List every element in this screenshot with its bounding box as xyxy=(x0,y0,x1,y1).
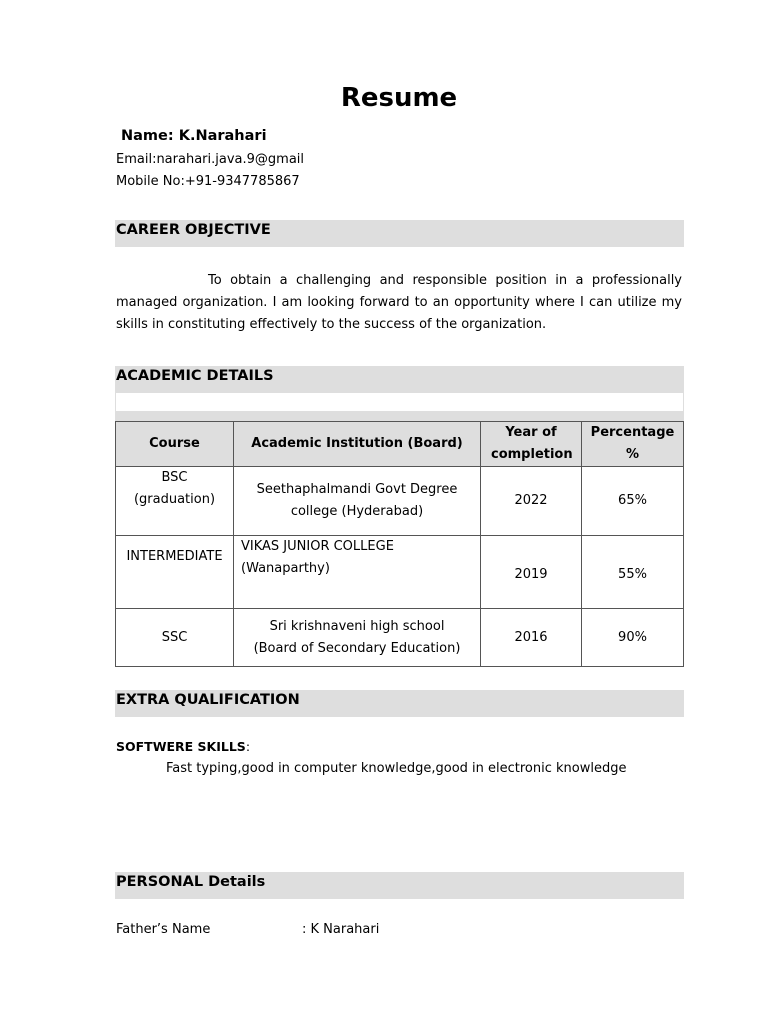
percentage-column-header: Percentage % xyxy=(582,422,684,467)
table-row xyxy=(116,467,684,536)
career-objective-heading: CAREER OBJECTIVE xyxy=(116,222,271,238)
resume-title: Resume xyxy=(340,83,458,113)
year-cell: 2019 xyxy=(481,536,582,609)
percentage-cell: 90% xyxy=(582,609,684,667)
year-cell: 2022 xyxy=(481,467,582,536)
year-column-header: Year of completion xyxy=(481,422,582,467)
institution-cell: Seethaphalmandi Govt Degree college (Hyderabad) xyxy=(234,467,481,536)
career-objective-text xyxy=(116,270,682,336)
software-skills-label: SOFTWERE SKILLS: xyxy=(116,739,251,754)
personal-details-heading: PERSONAL Details xyxy=(116,874,266,890)
email-line: Email:narahari.java.9@gmail xyxy=(116,152,305,167)
course-cell: INTERMEDIATE xyxy=(116,536,234,609)
father-name-value: : K Narahari xyxy=(302,922,380,937)
personal-details-heading-band xyxy=(115,872,684,899)
father-name-label: Father’s Name xyxy=(116,922,211,937)
academic-spacer xyxy=(115,393,684,411)
institution-cell: Sri krishnaveni high school (Board of Secondary Education) xyxy=(234,609,481,667)
institution-column-header: Academic Institution (Board) xyxy=(234,422,481,467)
academic-details-heading: ACADEMIC DETAILS xyxy=(116,368,274,384)
academic-table xyxy=(115,421,684,667)
extra-qualification-heading: EXTRA QUALIFICATION xyxy=(116,692,300,708)
extra-qualification-heading-band xyxy=(115,690,684,717)
career-objective-heading-band xyxy=(115,220,684,247)
academic-table-header-row xyxy=(116,422,684,467)
percentage-cell: 65% xyxy=(582,467,684,536)
year-cell: 2016 xyxy=(481,609,582,667)
course-column-header: Course xyxy=(116,422,234,467)
academic-details-heading-band xyxy=(115,366,684,393)
candidate-name: Name: K.Narahari xyxy=(121,128,267,144)
table-row xyxy=(116,609,684,667)
software-skills-text: Fast typing,good in computer knowledge,good in electronic knowledge xyxy=(166,761,627,776)
table-row xyxy=(116,536,684,609)
objective-paragraph: To obtain a challenging and responsible position in a professionally managed organization. I am looking forward to an opportunity where I can utilize my skills in constituting effectively to the success of the organization. xyxy=(116,273,682,332)
course-cell: BSC (graduation) xyxy=(116,467,234,536)
academic-table-top-strip xyxy=(115,411,684,421)
institution-cell: VIKAS JUNIOR COLLEGE (Wanaparthy) xyxy=(234,536,481,609)
mobile-line: Mobile No:+91-9347785867 xyxy=(116,174,300,189)
percentage-cell: 55% xyxy=(582,536,684,609)
course-cell: SSC xyxy=(116,609,234,667)
